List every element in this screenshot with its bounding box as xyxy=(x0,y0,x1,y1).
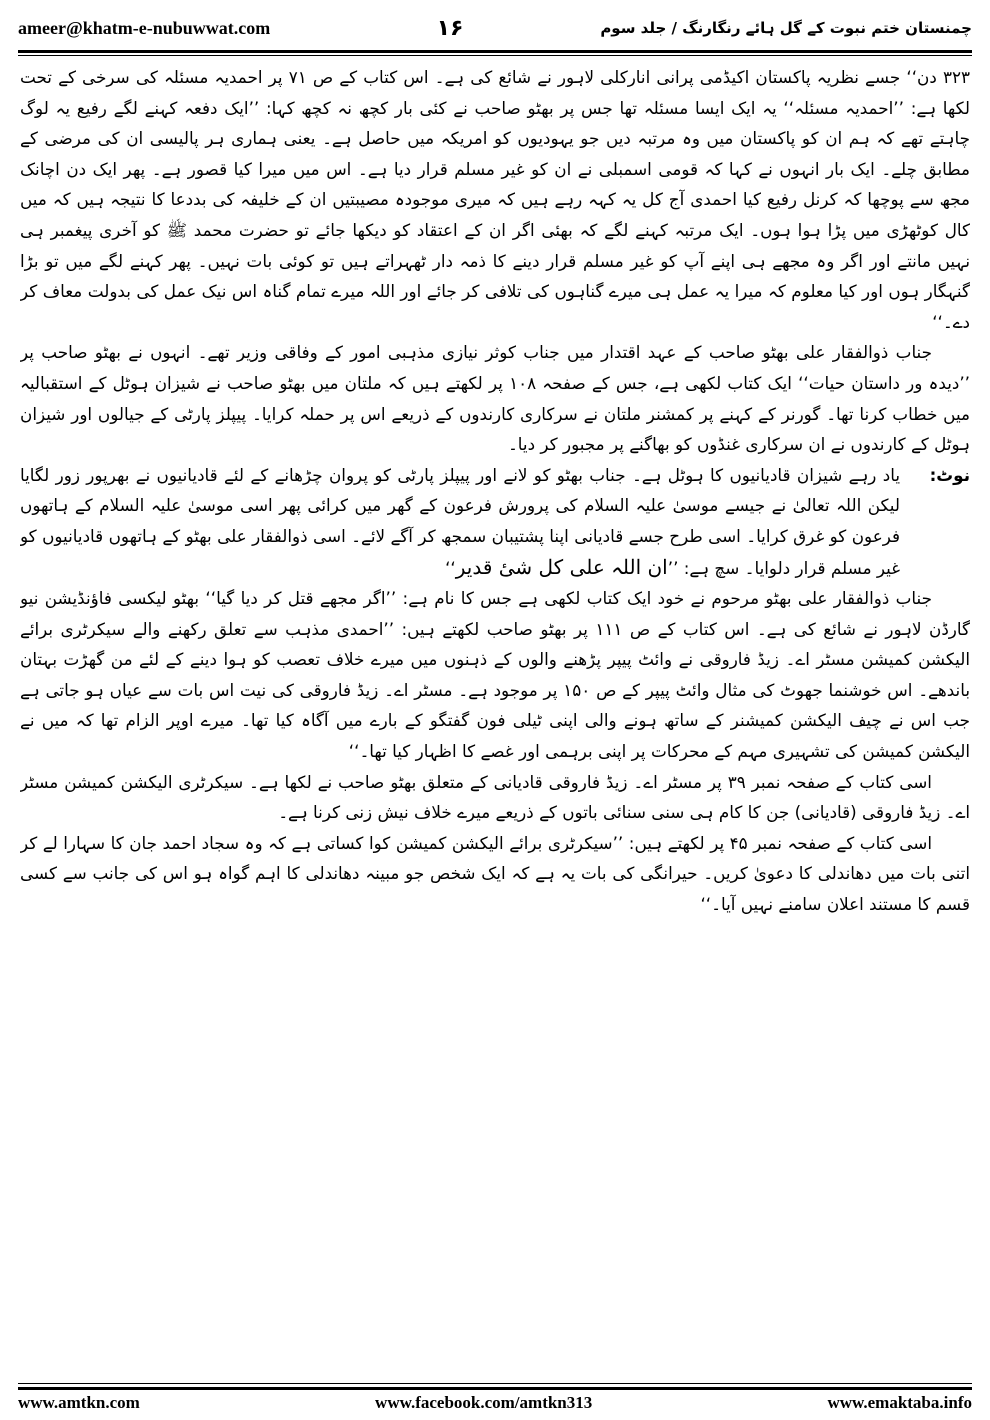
book-title: چمنستان ختم نبوت کے گل ہائے رنگارنگ / جلد سوم xyxy=(600,19,972,37)
note-body: یاد رہے شیزان قادیانیوں کا ہوٹل ہے۔ جناب بھٹو کو لانے اور پیپلز پارٹی کو پروان چڑھانے کے لئے قادیانیوں نے بھرپور زور لگایا لیکن اللہ تعالیٰ نے جیسے موسیٰ علیہ السلام کی پرورش فرعون کے گھر میں کرائی پھر اسی موسیٰ علیہ السلام کے ہاتھوں فرعون کو غرق کرایا۔ اسی طرح جسے قادیانی اپنا پشتیبان سمجھ کر آگے لائے۔ اسی ذوالفقار علی بھٹو کے ہاتھوں قادیانیوں کو غیر مسلم قرار دلوایا۔ سچ ہے: ’’ xyxy=(20,464,900,578)
header-rule xyxy=(18,50,972,53)
footer-rule-thin xyxy=(18,1383,972,1384)
page-body xyxy=(20,62,970,1378)
note-text xyxy=(20,460,900,583)
footer-link-amtkn[interactable]: www.amtkn.com xyxy=(18,1393,140,1412)
header-email[interactable]: ameer@khatm-e-nubuwwat.com xyxy=(18,17,271,38)
note-end: ‘‘ xyxy=(445,557,456,578)
note-label: نوٹ: xyxy=(929,464,970,485)
paragraph-3: جناب ذوالفقار علی بھٹو مرحوم نے خود ایک کتاب لکھی ہے جس کا نام ہے: ’’اگر مجھے قتل کر دیا گیا‘‘ بھٹو لیکسی فاؤنڈیشن نیو گارڈن لاہور نے شائع کی ہے۔ اس کتاب کے ص ۱۱۱ پر بھٹو صاحب لکھتے ہیں: ’’احمدی مذہب سے تعلق رکھنے والے سیکرٹری برائے الیکشن کمیشن مسٹر اے۔ زیڈ فاروقی نے وائٹ پیپر پڑھنے والوں کے ذہنوں میں میرے خلاف تعصب کو ہوا دینے کے لئے من گھڑت بہتان باندھے۔ اس خوشنما جھوٹ کی مثال وائٹ پیپر کے ص ۱۵۰ پر موجود ہے۔ مسٹر اے۔ زیڈ فاروقی کی نیت اس بات سے عیاں ہو جاتی ہے جب اس نے چیف الیکشن کمیشنر کے ساتھ ہونے والی اپنی ٹیلی فون گفتگو کے بارے میں آگاہ کیا تھا۔ میرے اوپر الزام تھا کہ میں نے الیکشن کمیشن کی تشہیری مہم کے محرکات پر اپنی برہمی اور غصے کا اظہار کیا تھا۔‘‘ xyxy=(20,588,970,762)
footer-link-emaktaba[interactable]: www.emaktaba.info xyxy=(827,1393,972,1412)
paragraph-4: اسی کتاب کے صفحہ نمبر ۳۹ پر مسٹر اے۔ زیڈ فاروقی قادیانی کے متعلق بھٹو صاحب نے لکھا ہے۔ سیکرٹری الیکشن کمیشن مسٹر اے۔ زیڈ فاروقی (قادیانی) جن کا کام ہی سنی سنائی باتوں کے ذریعے میرے خلاف نیش زنی کرنا ہے۔ xyxy=(20,771,970,823)
arabic-quote: ان اللہ علی کل شیٔ قدیر xyxy=(455,554,668,579)
paragraph-2: جناب ذوالفقار علی بھٹو صاحب کے عہد اقتدار میں جناب کوثر نیازی مذہبی امور کے وفاقی وزیر تھے۔ انہوں نے بھٹو صاحب پر ’’دیدہ ور داستان حیات‘‘ ایک کتاب لکھی ہے، جس کے صفحہ ۱۰۸ پر لکھتے ہیں کہ ملتان میں بھٹو صاحب نے شیزان ہوٹل کے استقبالیہ میں خطاب کرنا تھا۔ گورنر کے کہنے پر کمشنر ملتان نے سرکاری کارندوں کے ذریعے اس پر حملہ کرایا۔ پیپلز پارٹی کے جیالوں اور شیزان ہوٹل کے کارندوں نے ان سرکاری غنڈوں کو بھاگنے پر مجبور کر دیا۔ xyxy=(20,342,970,455)
page-header xyxy=(18,8,972,48)
paragraph-5: اسی کتاب کے صفحہ نمبر ۴۵ پر لکھتے ہیں: ’’سیکرٹری برائے الیکشن کمیشن کوا کساتی ہے کہ وہ سجاد احمد جان کا سہارا لے کر اتنی بات میں دھاندلی کا دعویٰ کریں۔ حیرانگی کی بات یہ ہے کہ ایک شخص جو مبینہ دھاندلی کا اہم گواہ ہو اس کی جانب سے کسی قسم کا مستند اعلان سامنے نہیں آیا۔‘‘ xyxy=(20,832,970,915)
note-block xyxy=(20,460,970,583)
footer-link-facebook[interactable]: www.facebook.com/amtkn313 xyxy=(375,1393,593,1412)
paragraph-1: ۳۲۳ دن‘‘ جسے نظریہ پاکستان اکیڈمی پرانی انارکلی لاہور نے شائع کی ہے۔ اس کتاب کے ص ۷۱ پر احمدیہ مسئلہ کی سرخی کے تحت لکھا ہے: ’’احمدیہ مسئلہ‘‘ یہ ایک ایسا مسئلہ تھا جس پر بھٹو صاحب نے کئی بار کچھ نہ کچھ کہا: ’’ایک دفعہ کہنے لگے رفیع یہ لوگ چاہتے تھے کہ ہم ان کو پاکستان میں وہ مرتبہ دیں جو یہودیوں کو امریکہ میں حاصل ہے۔ یعنی ہماری ہر پالیسی ان کی مرضی کے مطابق چلے۔ ایک بار انہوں نے کہا کہ قومی اسمبلی نے ان کو غیر مسلم قرار دیا ہے۔ اس میں میرا کیا قصور ہے۔ پھر ایک دن اچانک مجھ سے پوچھا کہ کرنل رفیع کیا احمدی آج کل یہ کہہ رہے ہیں کہ میری موجودہ مصیبتیں ان کے خلیفہ کی بددعا کا نتیجہ ہیں کہ میں کال کوٹھڑی میں پڑا ہوا ہوں۔ ایک مرتبہ کہنے لگے کہ بھئی اگر ان کے اعتقاد کو دیکھا جائے تو حضرت محمد ﷺ کو آخری پیغمبر ہی نہیں مانتے اور اگر وہ مجھے ہی اپنے آپ کو غیر مسلم قرار دینے کا ذمہ دار ٹھہراتے ہیں تو کوئی بات نہیں۔ پھر کہنے لگے میں تو بڑا گنہگار ہوں اور کیا معلوم کہ میرا یہ عمل ہی میرے گناہوں کی تلافی کر جائے اور اللہ میرے تمام گناہ اس نیک عمل کی بدولت معاف کر دے۔‘‘ xyxy=(20,67,970,332)
page-footer xyxy=(18,1390,972,1416)
header-rule-thin xyxy=(18,55,972,56)
page-number: ۱۶ xyxy=(436,15,464,41)
